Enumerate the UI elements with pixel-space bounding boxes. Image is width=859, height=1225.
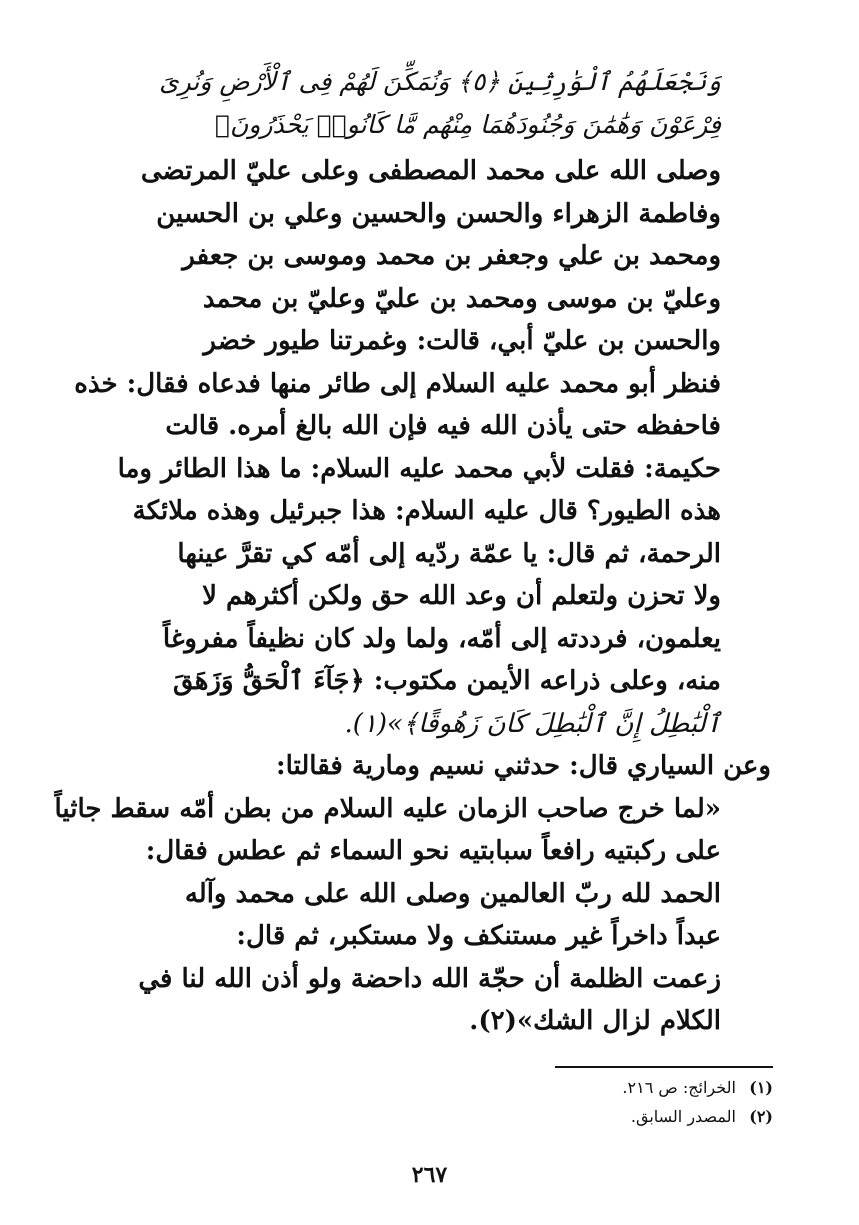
quote-line: زعمت الظلمة أن حجّة الله داحضة ولو أذن الله لنا في xyxy=(138,963,721,994)
footnote-text: المصدر السابق. xyxy=(630,1107,736,1126)
quote-line: الكلام لزال الشك»(٢). xyxy=(469,1006,721,1036)
page-number: ٢٦٧ xyxy=(411,1162,448,1188)
text-line: وفاطمة الزهراء والحسن والحسين وعلي بن الحسين xyxy=(156,198,721,229)
text-line: الرحمة، ثم قال: يا عمّة ردّيه إلى أمّه كي تقرَّ عينها xyxy=(177,538,721,569)
text-line: ومحمد بن علي وجعفر بن محمد وموسى بن جعفر xyxy=(182,241,721,271)
verse-line: وَنَجْعَلَهُمُ ٱلْوَٰرِثِينَ ﴿٥﴾ وَنُمَكِّنَ لَهُمْ فِى ٱلْأَرْضِ وَنُرِىَ xyxy=(159,67,721,96)
text-line: هذه الطيور؟ قال عليه السلام: هذا جبرئيل وهذه ملائكة xyxy=(132,496,721,526)
quote-line: على ركبتيه رافعاً سبابتيه نحو السماء ثم عطس فقال: xyxy=(145,836,721,866)
text-line: حكيمة: فقلت لأبي محمد عليه السلام: ما هذا الطائر وما xyxy=(117,453,721,484)
main-text xyxy=(54,150,771,1043)
footnote-divider xyxy=(555,1066,773,1068)
footnote-text: الخرائج: ص ٢١٦. xyxy=(622,1078,736,1097)
footnote-number: (١) xyxy=(749,1078,773,1097)
text-line: ولا تحزن ولتعلم أن وعد الله حق ولكن أكثرهم لا xyxy=(202,581,721,611)
quran-verse-block xyxy=(131,60,721,146)
text-line: وصلى الله على محمد المصطفى وعلى عليّ المرتضى xyxy=(140,156,721,186)
text-line: منه، وعلى ذراعه الأيمن مكتوب: ﴿جَآءَ ٱلْحَقُّ وَزَهَقَ xyxy=(173,666,721,696)
text-line: فاحفظه حتى يأذن الله فيه فإن الله بالغ أمره. قالت xyxy=(165,411,721,441)
quote-line: «لما خرج صاحب الزمان عليه السلام من بطن أمّه سقط جاثياً xyxy=(54,793,721,824)
quote-line: عبداً داخراً غير مستنكف ولا مستكبر، ثم قال: xyxy=(236,921,721,951)
footnote-item xyxy=(473,1102,773,1131)
text-line: وعليّ بن موسى ومحمد بن عليّ وعليّ بن محمد xyxy=(202,283,721,314)
text-line: والحسن بن عليّ أبي، قالت: وغمرتنا طيور خضر xyxy=(203,326,721,356)
verse-end-line: ٱلْبَٰطِلُ إِنَّ ٱلْبَٰطِلَ كَانَ زَهُوقًا﴾»(١). xyxy=(344,708,721,739)
text-line: فنظر أبو محمد عليه السلام إلى طائر منها فدعاه فقال: خذه xyxy=(74,368,721,399)
quote-line: الحمد لله ربّ العالمين وصلى الله على محمد وآله xyxy=(184,878,721,909)
verse-line: فِرْعَوْنَ وَهَٰمَٰنَ وَجُنُودَهُمَا مِنْهُم مَّا كَانُوا۟ يَحْذَرُونَ﴾ xyxy=(215,110,721,139)
footnote-number: (٢) xyxy=(749,1107,773,1126)
footnote-item xyxy=(473,1073,773,1102)
text-line: يعلمون، فرددته إلى أمّه، ولما ولد كان نظيفاً مفروغاً xyxy=(162,623,721,654)
narration-intro: وعن السياري قال: حدثني نسيم ومارية فقالتا: xyxy=(275,751,771,781)
footnotes xyxy=(473,1073,773,1131)
